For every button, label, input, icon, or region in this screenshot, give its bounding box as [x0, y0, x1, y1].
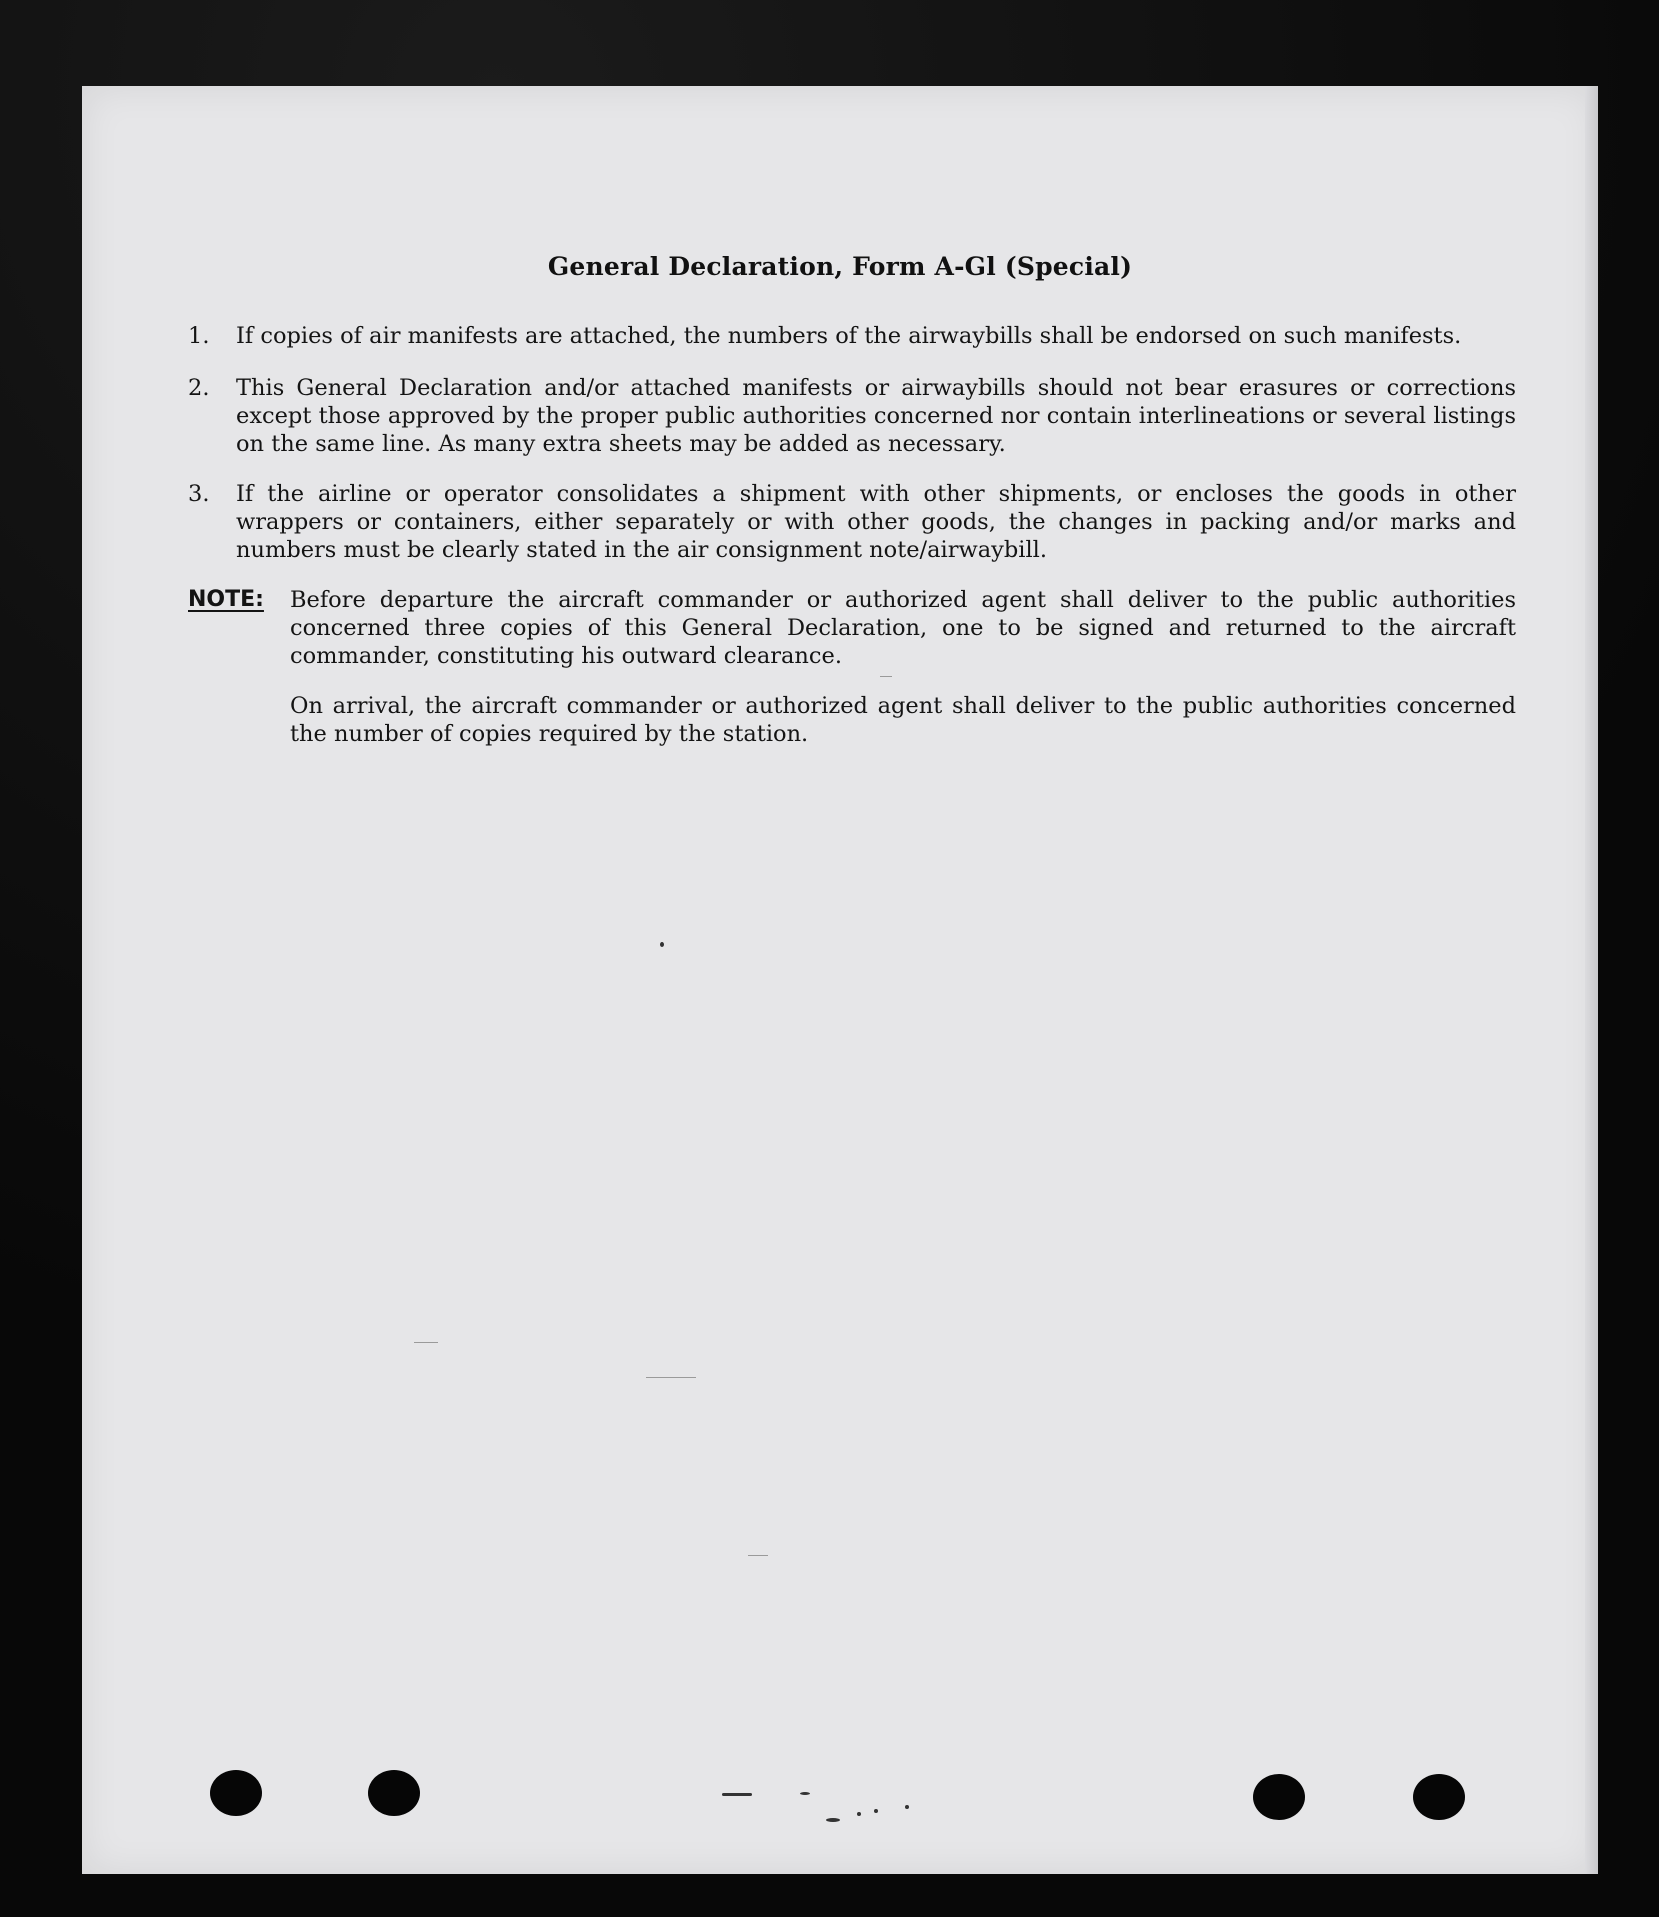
scan-speck [826, 1818, 840, 1822]
document-title: General Declaration, Form A-Gl (Special) [547, 252, 1133, 281]
scan-speck [874, 1809, 878, 1813]
item-number: 2. [188, 375, 210, 401]
punch-hole-icon [210, 1770, 262, 1816]
document-page [82, 86, 1598, 1874]
scan-speck [905, 1805, 909, 1809]
scan-speck [800, 1792, 810, 1795]
scan-speck [660, 942, 664, 947]
scan-mark [414, 1342, 438, 1343]
item-number: 1. [188, 323, 210, 349]
note-text-arrival: On arrival, the aircraft commander or authorized agent shall deliver to the public authorities concerned the number of copies required by the station. [290, 693, 1516, 747]
note-section [188, 586, 1516, 670]
item-text: If the airline or operator consolidates a shipment with other shipments, or encloses the goods in other wrappers or containers, either separately or with other goods, the changes in packing and/or marks and numbers must be clearly stated in the air consignment note/airwaybill. [236, 481, 1516, 563]
instruction-item-1 [188, 322, 1516, 350]
scan-mark [880, 676, 892, 677]
scan-mark [646, 1377, 696, 1378]
note-label: NOTE: [188, 587, 264, 612]
punch-hole-icon [1413, 1774, 1465, 1820]
scan-mark [748, 1555, 768, 1556]
note-text: Before departure the aircraft commander or authorized agent shall deliver to the public authorities concerned three copies of this General Declaration, one to be signed and returned to the aircraft commander, constituting his outward clearance. [290, 587, 1516, 669]
scan-speck [857, 1812, 861, 1816]
page-edge [1585, 86, 1598, 1874]
item-text: This General Declaration and/or attached manifests or airwaybills should not bear erasures or corrections except those approved by the proper public authorities concerned nor contain interlineations or several listings on the same line. As many extra sheets may be added as necessary. [236, 375, 1516, 457]
scan-speck [722, 1793, 752, 1796]
item-number: 3. [188, 481, 210, 507]
punch-hole-icon [1253, 1774, 1305, 1820]
punch-hole-icon [368, 1770, 420, 1816]
instruction-item-3 [188, 480, 1516, 564]
item-text: If copies of air manifests are attached, the numbers of the airwaybills shall be endorsed on such manifests. [236, 323, 1462, 349]
instruction-item-2 [188, 374, 1516, 458]
